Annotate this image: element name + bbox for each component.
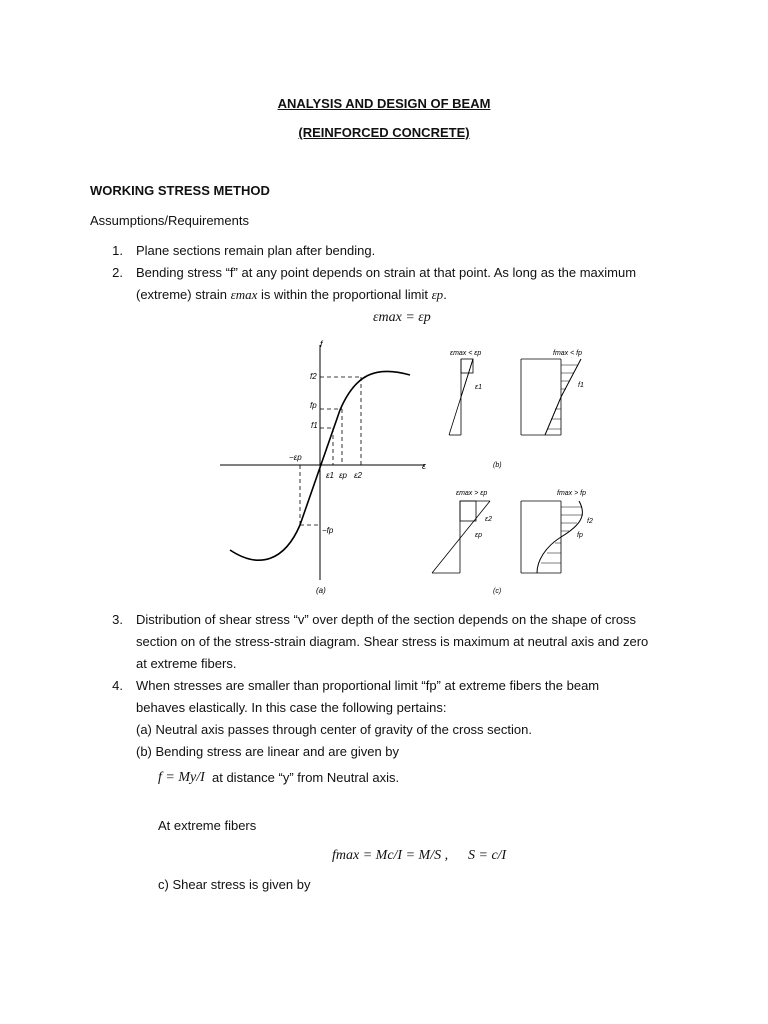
epsilon-p-symbol: εp — [431, 287, 444, 302]
item-1-text: Plane sections remain plan after bending. — [136, 243, 376, 258]
caption-b: (b) — [493, 462, 502, 469]
c-ep-label: εp — [475, 532, 482, 539]
f2-label: f2 — [310, 372, 317, 381]
guide-lines — [300, 377, 361, 525]
neg-fp-label: −fp — [322, 526, 334, 535]
c-fp-label: fp — [577, 532, 583, 539]
b-e1-label: ε1 — [475, 384, 482, 391]
item-1-number: 1. — [112, 243, 123, 258]
f-axis-label: f — [320, 339, 323, 349]
item-3-line-3: at extreme fibers. — [136, 656, 237, 671]
item-2-line-2 — [136, 287, 447, 303]
item-4-line-1: When stresses are smaller than proportional limit “fp” at extreme fibers the beam — [136, 678, 600, 693]
item-4b: (b) Bending stress are linear and are given by — [136, 744, 400, 759]
title-1: ANALYSIS AND DESIGN OF BEAM — [277, 96, 491, 111]
formula-description: at distance “y” from Neutral axis. — [212, 770, 400, 785]
caption-a: (a) — [316, 586, 326, 595]
item-2-number: 2. — [112, 265, 123, 280]
item-2-line-2a: (extreme) strain — [136, 287, 231, 302]
epsilon-max-symbol: εmax — [230, 287, 258, 302]
e2-label: ε2 — [354, 471, 362, 480]
item-4-number: 4. — [112, 678, 123, 693]
item-2-line-2b: is within the proportional limit — [257, 287, 432, 302]
item-2-line-1: Bending stress “f” at any point depends on strain at that point. As long as the maximum — [136, 265, 637, 280]
section-heading: WORKING STRESS METHOD — [90, 183, 270, 198]
e1-label: ε1 — [326, 471, 334, 480]
item-3-line-1: Distribution of shear stress “v” over depth of the section depends on the shape of cross — [136, 612, 637, 627]
item-3-number: 3. — [112, 612, 123, 627]
c-stress-label: fmax > fp — [557, 490, 586, 497]
item-3-line-2: section on of the stress-strain diagram. Shear stress is maximum at neutral axis and zero — [136, 634, 649, 649]
title-2: (REINFORCED CONCRETE) — [298, 125, 470, 140]
item-4a: (a) Neutral axis passes through center of gravity of the cross section. — [136, 722, 532, 737]
b-f1-label: f1 — [578, 382, 584, 389]
equation-2: fmax = Mc/I = M/S , — [332, 848, 449, 863]
item-4-line-2: behaves elastically. In this case the following pertains: — [136, 700, 447, 715]
caption-c: (c) — [493, 588, 502, 595]
extreme-fibers-label: At extreme fibers — [158, 818, 257, 833]
c-e2-label: ε2 — [485, 516, 492, 523]
ep-label: εp — [339, 471, 347, 480]
e-axis-label: ε — [422, 461, 426, 471]
equation-1: εmax = εp — [373, 310, 431, 325]
c-f2-label: f2 — [587, 518, 593, 525]
f1-label: f1 — [311, 421, 318, 430]
stress-strain-figure — [215, 335, 605, 600]
formula-f: f = My/I — [158, 770, 205, 785]
item-2-line-2c: . — [443, 287, 447, 302]
neg-ep-label: −εp — [289, 453, 302, 462]
item-c: c) Shear stress is given by — [158, 877, 311, 892]
fp-label: fp — [310, 401, 317, 410]
b-stress-label: fmax < fp — [553, 350, 582, 357]
subheading: Assumptions/Requirements — [90, 213, 249, 228]
c-strain-label: εmax > εp — [456, 490, 488, 497]
b-strain-label: εmax < εp — [450, 350, 482, 357]
equation-3: S = c/I — [468, 848, 507, 863]
